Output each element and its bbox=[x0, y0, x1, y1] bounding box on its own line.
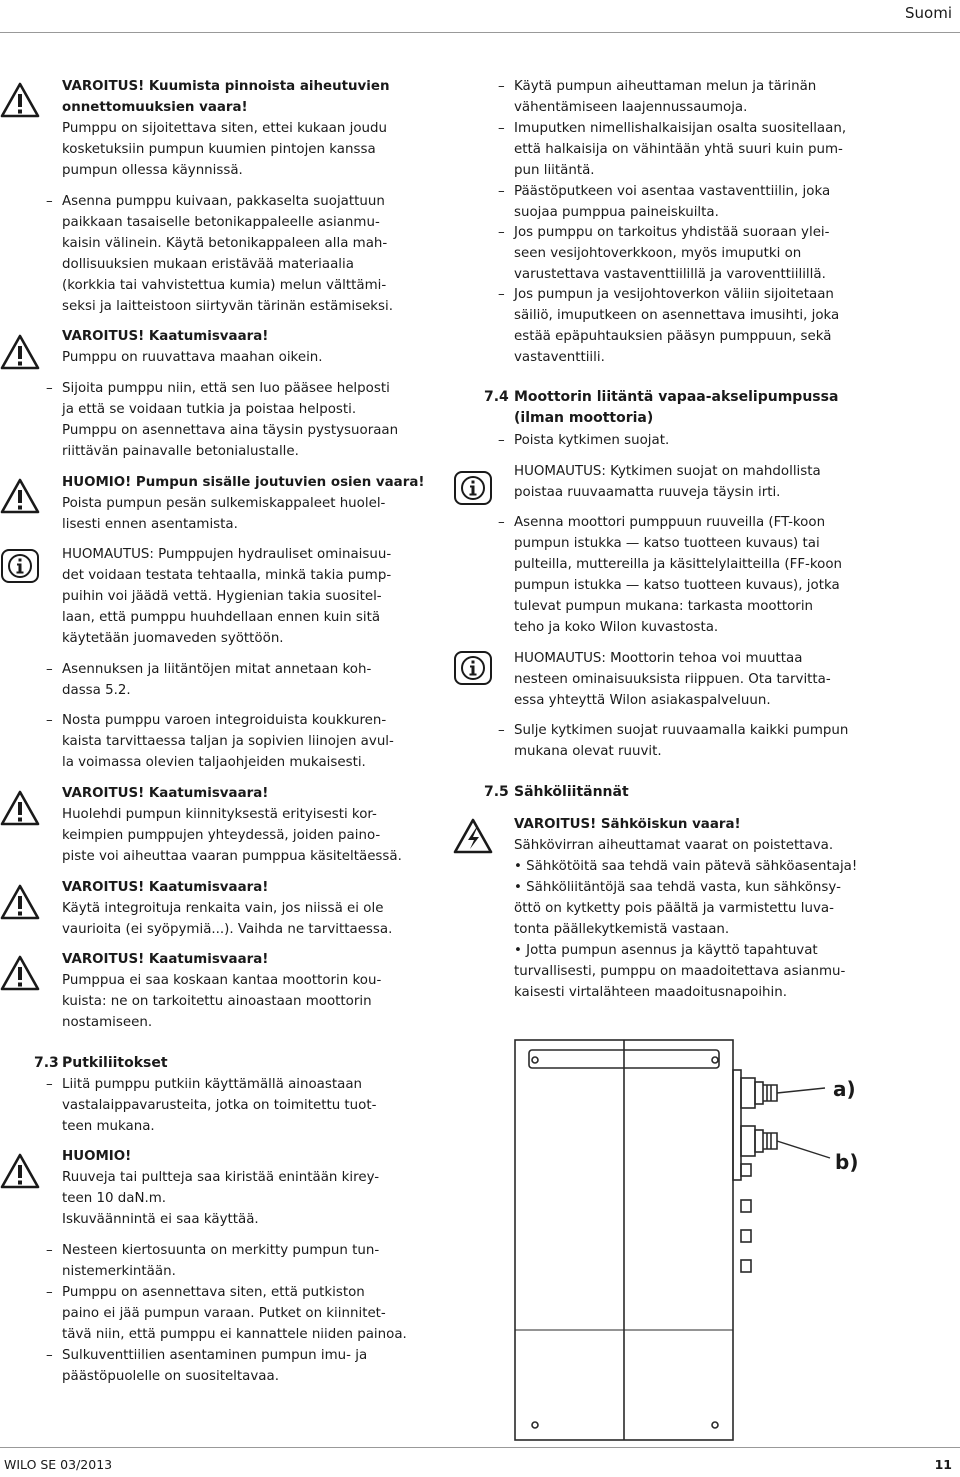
section-title: Putkiliitokset bbox=[62, 1055, 168, 1071]
text-line: Poista kytkimen suojat. bbox=[514, 433, 670, 448]
warning-icon bbox=[0, 955, 40, 991]
text-line: nistemerkintään. bbox=[62, 1264, 176, 1279]
text-line: Sulje kytkimen suojat ruuvaamalla kaikki pumpun bbox=[514, 723, 849, 738]
bullet-dash: – bbox=[498, 433, 505, 448]
text-line: tävä niin, että pumppu ei kannattele niiden painoa. bbox=[62, 1327, 407, 1342]
warning-icon bbox=[0, 790, 40, 826]
section-number: 7.4 bbox=[484, 389, 509, 405]
warning-icon bbox=[0, 884, 40, 920]
electric-shock-warning-icon bbox=[453, 818, 493, 854]
page-number: 11 bbox=[934, 1457, 952, 1472]
bullet-dash: – bbox=[498, 723, 505, 738]
text-line: Pumppu on asennettava aina täysin pystysuoraan bbox=[62, 423, 399, 438]
text-line: vastaventtiili. bbox=[514, 350, 605, 365]
bullet-dash: – bbox=[498, 79, 505, 94]
note-line: det voidaan testata tehtaalla, minkä takia pump- bbox=[62, 568, 392, 583]
text-line: riittävän painavalle betonialustalle. bbox=[62, 444, 299, 459]
bullet-dash: – bbox=[498, 184, 505, 199]
text-line: Asennuksen ja liitäntöjen mitat annetaan koh- bbox=[62, 662, 372, 677]
text-line: pumpun ollessa käynnissä. bbox=[62, 163, 243, 178]
note-line: puihin voi jäädä vettä. Hygienian takia suositel- bbox=[62, 589, 382, 604]
text-line: Pumppu on asennettava siten, että putkiston bbox=[62, 1285, 365, 1300]
text-line: Käytä integroituja renkaita vain, jos niissä ei ole bbox=[62, 901, 384, 916]
text-line: vastalaippavarusteita, jotka on toimitettu tuot- bbox=[62, 1098, 377, 1113]
text-line: Ruuveja tai pultteja saa kiristää enintään kirey- bbox=[62, 1170, 380, 1185]
text-line: Pumppu on sijoitettava siten, ettei kukaan joudu bbox=[62, 121, 387, 136]
text-line: vähentämiseen laajennussaumoja. bbox=[514, 100, 748, 115]
language-label: Suomi bbox=[905, 4, 952, 22]
section-number: 7.3 bbox=[34, 1055, 59, 1071]
text-line: kaista tarvittaessa taljan ja sopivien liinojen avul- bbox=[62, 734, 394, 749]
bullet-dash: – bbox=[46, 1077, 53, 1092]
note-line: nesteen ominaisuuksista riippuen. Ota tarvitta- bbox=[514, 672, 831, 687]
text-line: Päästöputkeen voi asentaa vastaventtiilin, joka bbox=[514, 184, 831, 199]
text-line: paikkaan tasaiselle betonikappaleelle asianmu- bbox=[62, 215, 380, 230]
text-line: dassa 5.2. bbox=[62, 683, 131, 698]
text-line: Jos pumppu on tarkoitus yhdistää suoraan ylei- bbox=[514, 225, 830, 240]
bullet-dash: – bbox=[498, 515, 505, 530]
caution-title: HUOMIO! Pumpun sisälle joutuvien osien vaara! bbox=[62, 475, 425, 490]
warning-title-cont: onnettomuuksien vaara! bbox=[62, 100, 248, 115]
text-line: Nesteen kiertosuunta on merkitty pumpun tun- bbox=[62, 1243, 380, 1258]
note-line: laan, että pumppu huuhdellaan ennen kuin sitä bbox=[62, 610, 381, 625]
bullet-dash: – bbox=[46, 1285, 53, 1300]
text-line: kaisin välinein. Käytä betonikappaleen alla mah- bbox=[62, 236, 388, 251]
note-line: HUOMAUTUS: Pumppujen hydrauliset ominaisuu- bbox=[62, 547, 392, 562]
text-line: Sähkövirran aiheuttamat vaarat on poistettava. bbox=[514, 838, 834, 853]
text-line: pumpun istukka — katso tuotteen kuvaus), jotka bbox=[514, 578, 840, 593]
text-line: päästöpuolelle on suositeltavaa. bbox=[62, 1369, 279, 1384]
text-line: turvallisesti, pumppu on maadoitettava asianmu- bbox=[514, 964, 846, 979]
warning-title: VAROITUS! Kaatumisvaara! bbox=[62, 786, 269, 801]
text-line: • Sähköliitäntöjä saa tehdä vasta, kun sähkönsy- bbox=[514, 880, 841, 895]
warning-title: VAROITUS! Kaatumisvaara! bbox=[62, 952, 269, 967]
bullet-dash: – bbox=[46, 194, 53, 209]
text-line: lisesti ennen asentamista. bbox=[62, 517, 238, 532]
warning-title: VAROITUS! Kuumista pinnoista aiheutuvien bbox=[62, 79, 390, 94]
text-line: Sijoita pumppu niin, että sen luo pääsee helposti bbox=[62, 381, 390, 396]
header-rule bbox=[0, 32, 960, 33]
info-icon bbox=[0, 548, 40, 584]
text-line: Sulkuventtiilien asentaminen pumpun imu- ja bbox=[62, 1348, 368, 1363]
bullet-dash: – bbox=[46, 713, 53, 728]
figure-label-b: b) bbox=[835, 1150, 859, 1174]
text-line: Asenna moottori pumppuun ruuveilla (FT-koon bbox=[514, 515, 826, 530]
info-icon bbox=[453, 470, 493, 506]
text-line: Pumppu on ruuvattava maahan oikein. bbox=[62, 350, 323, 365]
text-line: Nosta pumppu varoen integroiduista koukkuren- bbox=[62, 713, 387, 728]
info-icon bbox=[453, 650, 493, 686]
text-line: nostamiseen. bbox=[62, 1015, 153, 1030]
warning-title: VAROITUS! Sähköiskun vaara! bbox=[514, 817, 741, 832]
figure-label-a: a) bbox=[833, 1077, 856, 1101]
text-line: piste voi aiheuttaa vaaran pumppua käsiteltäessä. bbox=[62, 849, 402, 864]
text-line: tulevat pumpun mukana: tarkasta moottorin bbox=[514, 599, 814, 614]
bullet-dash: – bbox=[46, 1243, 53, 1258]
warning-title: VAROITUS! Kaatumisvaara! bbox=[62, 329, 269, 344]
footer-rule bbox=[0, 1447, 960, 1448]
text-line: seen vesijohtoverkkoon, myös imuputki on bbox=[514, 246, 802, 261]
footer-brand: WILO SE 03/2013 bbox=[4, 1457, 113, 1472]
text-line: kaisesti virtalähteen maadoitusnapoihin. bbox=[514, 985, 787, 1000]
section-title-cont: (ilman moottoria) bbox=[514, 410, 654, 426]
text-line: teen mukana. bbox=[62, 1119, 155, 1134]
text-line: Imuputken nimellishalkaisijan osalta suositellaan, bbox=[514, 121, 847, 136]
text-line: Liitä pumppu putkiin käyttämällä ainoastaan bbox=[62, 1077, 363, 1092]
note-line: poistaa ruuvaamatta ruuveja täysin irti. bbox=[514, 485, 781, 500]
bullet-dash: – bbox=[498, 225, 505, 240]
text-line: teho ja koko Wilon kuvastosta. bbox=[514, 620, 719, 635]
text-line: Jos pumpun ja vesijohtoverkon väliin sijoitetaan bbox=[514, 287, 834, 302]
section-title: Sähköliitännät bbox=[514, 784, 629, 800]
text-line: öttö on kytketty pois päältä ja varmistettu luva- bbox=[514, 901, 834, 916]
note-line: käytetään juomaveden syöttöön. bbox=[62, 631, 284, 646]
note-line: essa yhteyttä Wilon asiakaspalveluun. bbox=[514, 693, 771, 708]
text-line: kuista: ne on tarkoitettu ainoastaan moottorin bbox=[62, 994, 372, 1009]
text-line: seksi ja laitteistoon siirtyvän tärinän estämiseksi. bbox=[62, 299, 394, 314]
warning-icon bbox=[0, 1153, 40, 1189]
text-line: ja että se voidaan tutkia ja poistaa helposti. bbox=[62, 402, 357, 417]
warning-icon bbox=[0, 478, 40, 514]
text-line: säiliö, imuputkeen on asennettava imusihti, joka bbox=[514, 308, 840, 323]
text-line: • Jotta pumpun asennus ja käyttö tapahtuvat bbox=[514, 943, 818, 958]
warning-title: VAROITUS! Kaatumisvaara! bbox=[62, 880, 269, 895]
text-line: suojaa pumppua paineiskuilta. bbox=[514, 205, 719, 220]
text-line: Käytä pumpun aiheuttaman melun ja tärinän bbox=[514, 79, 817, 94]
bullet-dash: – bbox=[46, 1348, 53, 1363]
note-line: HUOMAUTUS: Kytkimen suojat on mahdollista bbox=[514, 464, 821, 479]
text-line: paino ei jää pumpun varaan. Putket on kiinnitet- bbox=[62, 1306, 386, 1321]
text-line: Pumppua ei saa koskaan kantaa moottorin kou- bbox=[62, 973, 382, 988]
text-line: pun liitäntä. bbox=[514, 163, 595, 178]
text-line: (korkkia tai vahvistettua kumia) melun välttämi- bbox=[62, 278, 387, 293]
text-line: • Sähkötöitä saa tehdä vain pätevä sähköasentaja! bbox=[514, 859, 858, 874]
text-line: vaurioita (ei syöpymiä...). Vaihda ne tarvittaessa. bbox=[62, 922, 393, 937]
text-line: Huolehdi pumpun kiinnityksestä erityisesti kor- bbox=[62, 807, 377, 822]
note-line: HUOMAUTUS: Moottorin tehoa voi muuttaa bbox=[514, 651, 803, 666]
text-line: estää epäpuhtauksien pääsyn pumppuun, sekä bbox=[514, 329, 832, 344]
caution-title: HUOMIO! bbox=[62, 1149, 132, 1164]
text-line: mukana olevat ruuvit. bbox=[514, 744, 662, 759]
terminal-box-figure bbox=[505, 1030, 855, 1450]
text-line: teen 10 daN.m. bbox=[62, 1191, 167, 1206]
text-line: Asenna pumppu kuivaan, pakkaselta suojattuun bbox=[62, 194, 385, 209]
section-number: 7.5 bbox=[484, 784, 509, 800]
text-line: pulteilla, muttereilla ja käsittelylaitteilla (FF-koon bbox=[514, 557, 843, 572]
text-line: varustettava vastaventtiilillä ja varoventtiilillä. bbox=[514, 267, 826, 282]
text-line: että halkaisija on vähintään yhtä suuri kuin pum- bbox=[514, 142, 843, 157]
bullet-dash: – bbox=[46, 662, 53, 677]
text-line: Iskuväännintä ei saa käyttää. bbox=[62, 1212, 259, 1227]
warning-icon bbox=[0, 82, 40, 118]
text-line: Poista pumpun pesän sulkemiskappaleet huolel- bbox=[62, 496, 386, 511]
bullet-dash: – bbox=[46, 381, 53, 396]
section-title: Moottorin liitäntä vapaa-akselipumpussa bbox=[514, 389, 839, 405]
text-line: dollisuuksien mukaan eristävää materiaalia bbox=[62, 257, 354, 272]
text-line: la voimassa olevien taljaohjeiden mukaisesti. bbox=[62, 755, 366, 770]
bullet-dash: – bbox=[498, 287, 505, 302]
warning-icon bbox=[0, 334, 40, 370]
text-line: kosketuksiin pumpun kuumien pintojen kanssa bbox=[62, 142, 376, 157]
text-line: tonta päällekytkemistä vastaan. bbox=[514, 922, 730, 937]
text-line: pumpun istukka — katso tuotteen kuvaus) tai bbox=[514, 536, 820, 551]
text-line: keimpien pumppujen yhteydessä, joiden paino- bbox=[62, 828, 381, 843]
bullet-dash: – bbox=[498, 121, 505, 136]
